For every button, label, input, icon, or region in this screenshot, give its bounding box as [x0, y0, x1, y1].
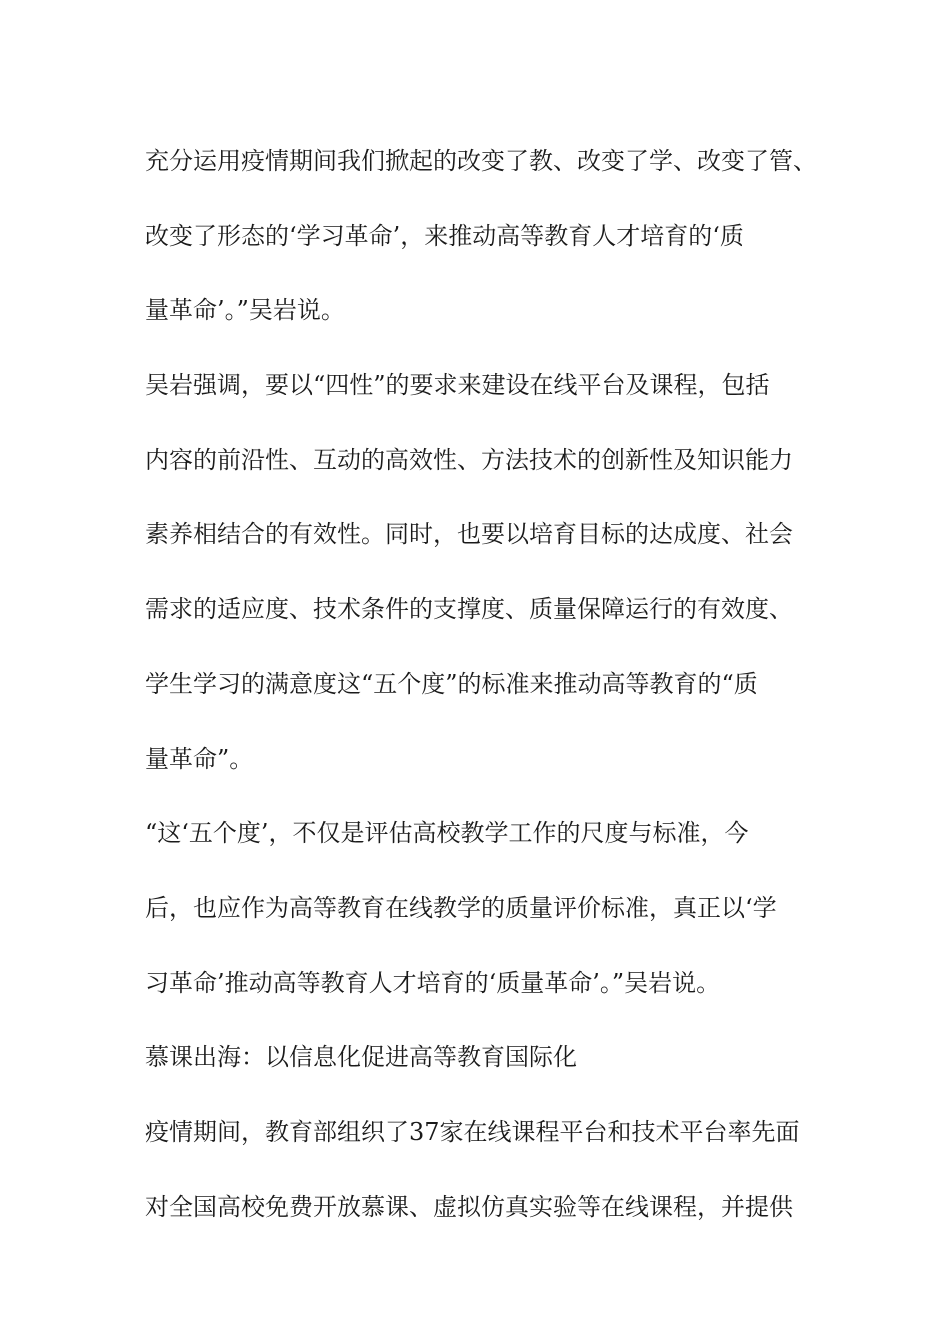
body-text: [145, 124, 835, 1244]
text-line-6: 素养相结合的有效性。同时，也要以培育目标的达成度、社会: [145, 520, 793, 549]
text-line-11: 后，也应作为高等教育在线教学的质量评价标准，真正以‘学: [145, 893, 777, 922]
text-line-12: 习革命’推动高等教育人才培育的‘质量革命’。”吴岩说。: [145, 968, 721, 997]
text-line-3: 量革命’。”吴岩说。: [145, 296, 345, 325]
text-line-8: 学生学习的满意度这“五个度”的标准来推动高等教育的“质: [145, 669, 758, 698]
text-line-10: “这‘五个度’，不仅是评估高校教学工作的尺度与标准，今: [145, 819, 749, 848]
text-line-2: 改变了形态的‘学习革命’，来推动高等教育人才培育的‘质: [145, 221, 744, 250]
text-line-4: 吴岩强调，要以“四性”的要求来建设在线平台及课程，包括: [145, 371, 770, 400]
text-line-14: 疫情期间，教育部组织了37家在线课程平台和技术平台率先面: [145, 1117, 800, 1146]
text-line-7: 需求的适应度、技术条件的支撑度、质量保障运行的有效度、: [145, 595, 793, 624]
text-line-5: 内容的前沿性、互动的高效性、方法技术的创新性及知识能力: [145, 445, 793, 474]
text-line-9: 量革命”。: [145, 744, 254, 773]
text-line-15: 对全国高校免费开放慕课、虚拟仿真实验等在线课程，并提供: [145, 1192, 793, 1221]
section-heading: 慕课出海：以信息化促进高等教育国际化: [145, 1043, 577, 1072]
text-line-1: 充分运用疫情期间我们掀起的改变了教、改变了学、改变了管、: [145, 147, 817, 175]
